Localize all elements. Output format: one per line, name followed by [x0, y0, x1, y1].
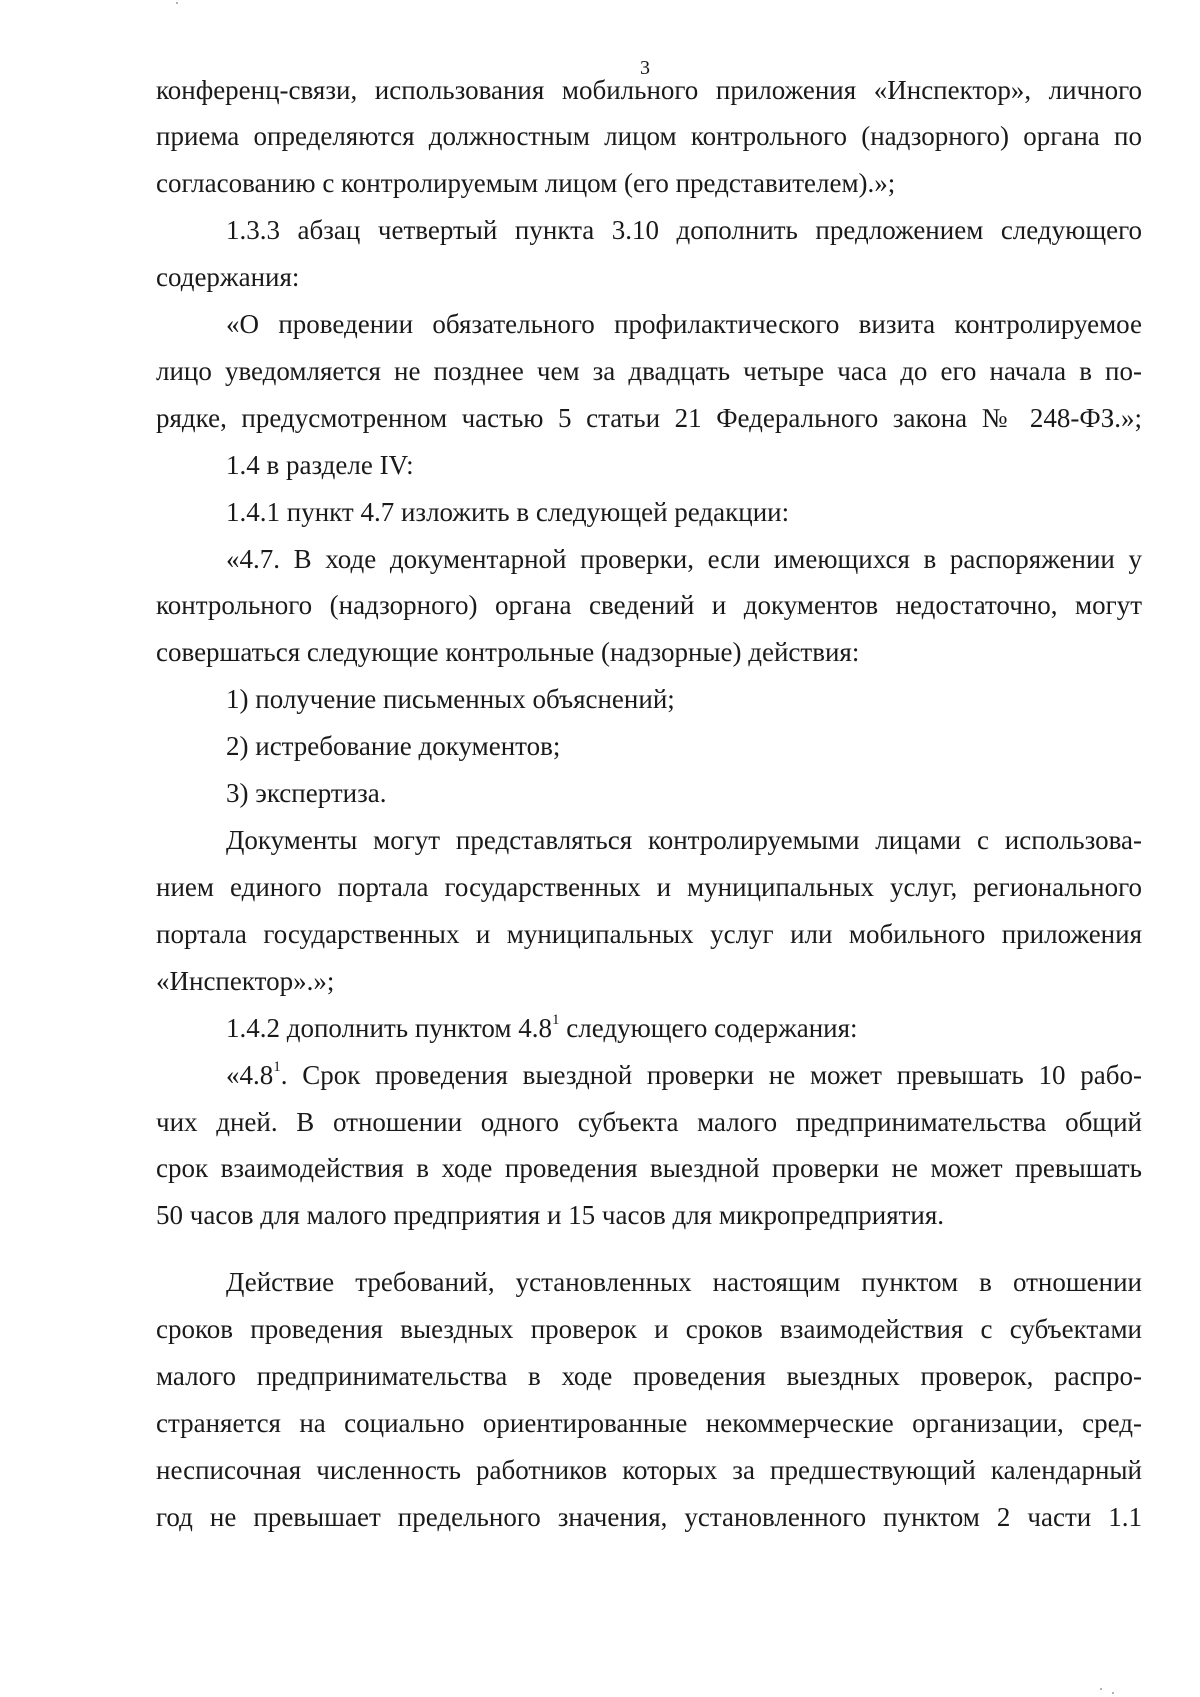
text-line: Документы могут представляться контролируемыми лицами с использова-: [226, 825, 1142, 855]
list-item: 3) экспертиза.: [226, 778, 387, 808]
text-line: нием единого портала государственных и муниципальных услуг, регионального: [156, 872, 1142, 902]
text-line: несписочная численность работников которых за предшествующий календарный: [156, 1455, 1142, 1485]
text-line: «Инспектор».»;: [156, 966, 335, 996]
text-run: «4.8: [226, 1060, 274, 1090]
scan-speck: [1100, 1688, 1102, 1690]
text-line: [226, 1010, 1142, 1046]
text-line: контрольного (надзорного) органа сведений и документов недостаточно, могут: [156, 590, 1142, 620]
text-line: чих дней. В отношении одного субъекта малого предпринимательства общий: [156, 1107, 1142, 1137]
superscript: 1: [552, 1012, 560, 1028]
text-line: страняется на социально ориентированные некоммерческие организации, сред-: [156, 1408, 1142, 1438]
text-line: сроков проведения выездных проверок и сроков взаимодействия с субъектами: [156, 1314, 1142, 1344]
text-run: 1.4.2 дополнить пунктом 4.8: [226, 1013, 552, 1043]
text-line: содержания:: [156, 262, 300, 292]
text-line: Действие требований, установленных настоящим пунктом в отношении: [226, 1267, 1142, 1297]
text-line: согласованию с контролируемым лицом (его представителем).»;: [156, 168, 896, 198]
scan-speck: [176, 2, 178, 4]
superscript: 1: [273, 1059, 281, 1075]
text-line: «4.7. В ходе документарной проверки, если имеющихся в распоряжении у: [226, 544, 1142, 574]
text-line: 1.3.3 абзац четвертый пункта 3.10 дополнить предложением следующего: [226, 215, 1142, 245]
text-run: следующего содержания:: [559, 1013, 858, 1043]
page-number: 3: [640, 57, 650, 79]
text-run: . Срок проведения выездной проверки не может превышать 10 рабо-: [280, 1060, 1142, 1090]
scan-speck: [1112, 1692, 1114, 1694]
text-line: 1.4 в разделе IV:: [226, 450, 414, 480]
text-line: [226, 1057, 1142, 1093]
text-line: конференц-связи, использования мобильного приложения «Инспектор», личного: [156, 75, 1142, 105]
text-line: 50 часов для малого предприятия и 15 часов для микропредприятия.: [156, 1200, 945, 1230]
text-line: лицо уведомляется не позднее чем за двадцать четыре часа до его начала в по-: [156, 356, 1142, 386]
text-line: срок взаимодействия в ходе проведения выездной проверки не может превышать: [156, 1153, 1142, 1183]
text-line: портала государственных и муниципальных услуг или мобильного приложения: [156, 919, 1142, 949]
text-line: приема определяются должностным лицом контрольного (надзорного) органа по: [156, 121, 1142, 151]
text-line: малого предпринимательства в ходе проведения выездных проверок, распро-: [156, 1361, 1142, 1391]
text-line: год не превышает предельного значения, установленного пунктом 2 части 1.1: [156, 1502, 1142, 1532]
text-line: 1.4.1 пункт 4.7 изложить в следующей редакции:: [226, 497, 790, 527]
list-item: 1) получение письменных объяснений;: [226, 684, 675, 714]
text-line: рядке, предусмотренном частью 5 статьи 21 Федерального закона № 248-ФЗ.»;: [156, 403, 1142, 433]
text-line: совершаться следующие контрольные (надзорные) действия:: [156, 637, 860, 667]
list-item: 2) истребование документов;: [226, 731, 561, 761]
text-line: «О проведении обязательного профилактического визита контролируемое: [226, 309, 1142, 339]
